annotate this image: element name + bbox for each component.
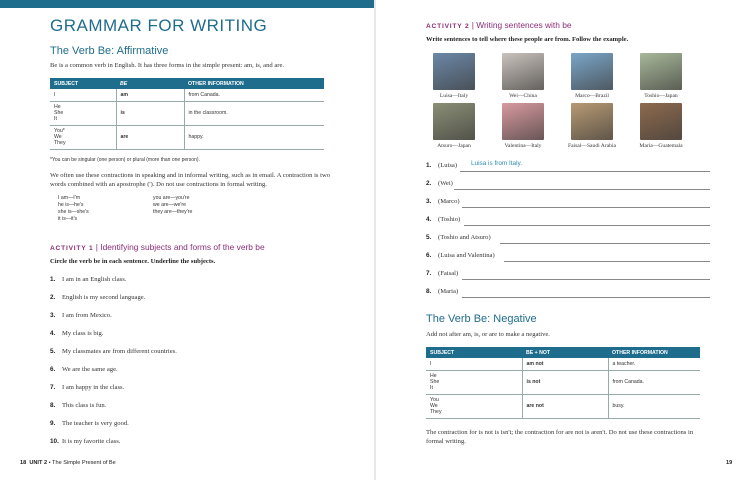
info-cell: in the classroom. [184, 101, 324, 125]
subject-cell: You* We They [50, 125, 116, 149]
prompt-label: 7. (Faisal) [426, 270, 459, 277]
page-heading: GRAMMAR FOR WRITING [50, 16, 268, 35]
contractions-list-left: I am—I'm he is—he's she is—she's it is—it's [58, 195, 89, 222]
list-item: 10. It is my favorite class. [50, 438, 121, 445]
prompt-label: 6. (Luisa and Valentina) [426, 252, 495, 259]
prompt-label: 8. (Maria) [426, 288, 459, 295]
top-color-bar [0, 0, 374, 8]
right-page [376, 0, 750, 480]
table-header: BE + NOT [522, 347, 608, 358]
page-footer-left: 18 UNIT 2 • The Simple Present of Be [20, 460, 116, 466]
person-photo [571, 53, 613, 90]
negative-table [426, 347, 700, 419]
prompt-label: 4. (Toshio) [426, 216, 461, 223]
left-page [0, 0, 374, 480]
person-photo [433, 103, 475, 140]
prompt-label: 3. (Marco) [426, 198, 460, 205]
photo-caption: Maria—Guatemala [639, 143, 683, 149]
list-item: 1. I am in an English class. [50, 276, 127, 283]
list-item: 3. I am from Mexico. [50, 312, 112, 319]
photo-caption: Atsuro—Japan [437, 143, 471, 149]
be-cell: am [116, 89, 184, 101]
subject-cell: I [426, 358, 522, 370]
be-cell: am not [522, 358, 608, 370]
activity-2-instruction: Write sentences to tell where these people are from. Follow the example. [426, 36, 629, 43]
person-photo [640, 103, 682, 140]
list-item: 7. I am happy in the class. [50, 384, 125, 391]
table-header: OTHER INFORMATION [608, 347, 700, 358]
answer-line[interactable] [500, 243, 710, 244]
list-item: 4. My class is big. [50, 330, 104, 337]
info-cell: from Canada. [184, 89, 324, 101]
answer-line[interactable] [462, 297, 710, 298]
info-cell: happy. [184, 125, 324, 149]
list-item: 8. This class is fun. [50, 402, 107, 409]
list-item: 9. The teacher is very good. [50, 420, 129, 427]
person-photo [502, 103, 544, 140]
list-item: 6. We are the same age. [50, 366, 118, 373]
page-footer-right: 19 [726, 460, 733, 466]
prompt-label: 1. (Luisa) [426, 162, 458, 169]
negative-instruction: Add not after am, is, or are to make a negative. [426, 331, 550, 338]
table-row [426, 358, 700, 370]
section-title-affirmative: The Verb Be: Affirmative [50, 45, 169, 57]
table-row [50, 101, 324, 125]
table-row [50, 125, 324, 149]
activity-2-heading: ACTIVITY 2 | Writing sentences with be [426, 20, 572, 30]
activity-1-instruction: Circle the verb be in each sentence. Underline the subjects. [50, 258, 216, 265]
contractions-list-right: you are—you're we are—we're they are—they're [153, 195, 193, 215]
table-header: OTHER INFORMATION [184, 78, 324, 89]
photo-caption: Wei—China [509, 93, 537, 99]
info-cell: a teacher. [608, 358, 700, 370]
person-photo [502, 53, 544, 90]
be-cell: is not [522, 370, 608, 394]
list-item: 5. My classmates are from different countries. [50, 348, 177, 355]
activity-1-heading: ACTIVITY 1 | Identifying subjects and forms of the verb be [50, 242, 265, 252]
answer-line[interactable] [462, 279, 710, 280]
subject-cell: I [50, 89, 116, 101]
affirmative-table [50, 78, 324, 150]
contraction-paragraph: We often use these contractions in speaking and in informal writing, such as in email. A contraction is two words combined with an apostrophe ('). Do not use contractions in formal writing. [50, 172, 331, 188]
be-cell: are [116, 125, 184, 149]
table-header: BE [116, 78, 184, 89]
answer-line[interactable] [454, 189, 710, 190]
answer-line[interactable] [462, 207, 710, 208]
answer-line[interactable] [460, 171, 710, 172]
section-title-negative: The Verb Be: Negative [426, 313, 537, 325]
table-row [50, 89, 324, 101]
person-photo [640, 53, 682, 90]
table-row [426, 394, 700, 418]
be-cell: is [116, 101, 184, 125]
table-header: SUBJECT [50, 78, 116, 89]
subject-cell: He She It [426, 370, 522, 394]
answer-line[interactable] [464, 225, 710, 226]
negative-contraction-paragraph: The contraction for is not is isn't; the contraction for are not is aren't. Do not use these contractions in formal writing. [426, 429, 694, 445]
photo-caption: Luisa—Italy [439, 93, 469, 99]
example-answer: Luisa is from Italy. [471, 160, 523, 167]
photo-caption: Toshio—Japan [644, 93, 678, 99]
prompt-label: 2. (Wei) [426, 180, 453, 187]
answer-line[interactable] [504, 261, 710, 262]
table-header: SUBJECT [426, 347, 522, 358]
info-cell: busy. [608, 394, 700, 418]
photo-caption: Marco—Brazil [575, 93, 609, 99]
list-item: 2. English is my second language. [50, 294, 146, 301]
info-cell: from Canada. [608, 370, 700, 394]
person-photo [571, 103, 613, 140]
subject-cell: You We They [426, 394, 522, 418]
intro-paragraph: Be is a common verb in English. It has three forms in the simple present: am, is, and are. [50, 62, 285, 69]
be-cell: are not [522, 394, 608, 418]
photo-caption: Faisal—Saudi Arabia [567, 143, 616, 149]
photo-caption: Valentina—Italy [504, 143, 542, 149]
subject-cell: He She It [50, 101, 116, 125]
prompt-label: 5. (Toshio and Atsuro) [426, 234, 491, 241]
person-photo [433, 53, 475, 90]
table-row [426, 370, 700, 394]
footnote: *You can be singular (one person) or plural (more than one person). [50, 157, 200, 163]
